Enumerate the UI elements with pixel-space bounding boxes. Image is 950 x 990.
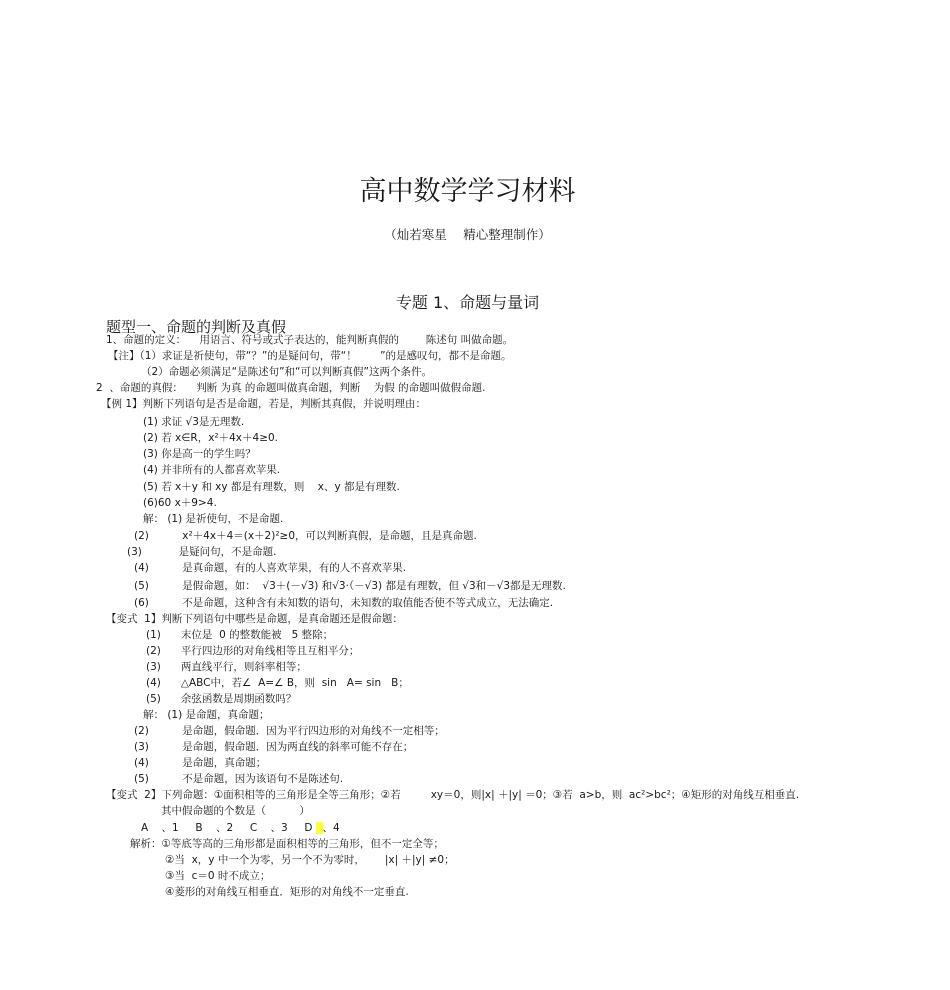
text-line-content: ④菱形的对角线互相垂直．矩形的对角线不一定垂直. <box>165 886 409 898</box>
text-line <box>146 677 409 690</box>
text-line-content: (5) 是假命题，如： √3＋(－√3) 和√3·（－√3) 都是有理数，但 √3和－√3都是无理数. <box>134 580 566 592</box>
text-line <box>161 805 310 818</box>
text-line <box>143 448 256 461</box>
text-line <box>146 645 359 658</box>
text-line <box>134 580 566 593</box>
text-line-content: (2) 平行四边形的对角线相等且互相平分； <box>146 645 360 657</box>
text-line <box>165 870 270 883</box>
document-title: 高中数学学习材料 <box>359 176 576 207</box>
text-line <box>141 366 432 379</box>
text-line <box>134 757 266 770</box>
text-line <box>165 886 409 899</box>
text-line <box>101 398 426 411</box>
text-line <box>134 530 477 543</box>
text-line <box>165 854 455 867</box>
text-line-content: (2) x²＋4x＋4＝(x＋2)²≥0，可以判断真假，是命题，且是真命题. <box>134 530 477 542</box>
text-line-content: (4) △ABC中，若∠ A=∠ B，则 sin A= sin B； <box>146 677 409 689</box>
text-line <box>106 789 799 802</box>
text-line <box>134 741 413 754</box>
text-line-content: (5) 若 x＋y 和 xy 都是有理数，则 x、y 都是有理数. <box>143 481 400 493</box>
text-line-content: 解： (1) 是命题，真命题； <box>143 709 270 721</box>
text-line-content: (2) 若 x∈R，x²＋4x＋4≥0. <box>143 432 279 444</box>
text-line <box>143 513 283 526</box>
text-line-content: (6) 不是命题，这种含有未知数的语句，未知数的取值能否使不等式成立，无法确定. <box>134 597 554 609</box>
section-heading: 题型一、命题的判断及真假 <box>106 318 287 336</box>
text-line-content: (2) 是命题，假命题．因为平行四边形的对角线不一定相等； <box>134 725 445 737</box>
text-line-content: (3) 你是高一的学生吗？ <box>143 448 256 460</box>
text-line <box>143 432 278 445</box>
text-line-content: (1) 末位是 0 的整数能被 5 整除； <box>146 629 334 641</box>
text-line <box>143 481 400 494</box>
text-line-content: (3) 是命题，假命题．因为两直线的斜率可能不存在； <box>134 741 414 753</box>
text-line-content: （2）命题必须满足“是陈述句”和“可以判断真假”这两个条件。 <box>141 366 432 378</box>
text-line <box>146 629 333 642</box>
text-line-content: ③当 c＝0 时不成立； <box>165 870 271 882</box>
document-subtitle: （灿若寒星 精心整理制作） <box>384 227 551 242</box>
text-line <box>130 838 444 851</box>
text-line <box>134 597 553 610</box>
text-line-content: (3) 两直线平行，则斜率相等； <box>146 661 307 673</box>
text-line <box>108 350 512 363</box>
text-line <box>143 497 217 510</box>
text-line <box>146 693 296 706</box>
text-line-content: (5) 余弦函数是周期函数吗？ <box>146 693 297 705</box>
text-line <box>141 822 340 835</box>
text-line-content: 【例 1】判断下列语句是否是命题，若是，判断其真假，并说明理由： <box>101 398 427 410</box>
text-line-content: ②当 x，y 中一个为零，另一个不为零时， |x| ＋|y| ≠0； <box>165 854 455 866</box>
text-line-content: 2 、命题的真假： 判断 为真 的命题叫做真命题，判断 为假 的命题叫做假命题. <box>96 382 486 394</box>
text-line <box>96 382 485 395</box>
text-line <box>143 464 280 477</box>
text-line-content: 1、命题的定义： 用语言、符号或式子表达的，能判断真假的 陈述句 叫做命题。 <box>106 334 514 346</box>
text-line <box>146 661 307 674</box>
text-line-content: (3) 是疑问句，不是命题. <box>127 546 277 558</box>
text-line <box>106 613 403 626</box>
text-line-content: (4) 是真命题，有的人喜欢苹果，有的人不喜欢苹果. <box>134 562 407 574</box>
text-line-content: 解析：①等底等高的三角形都是面积相等的三角形，但不一定全等； <box>130 838 444 850</box>
text-line-content: 解： (1) 是祈使句，不是命题. <box>143 513 284 525</box>
text-line-content: (1) 求证 √3是无理数. <box>143 416 245 428</box>
topic-heading: 专题 1、命题与量词 <box>395 293 540 312</box>
text-line-content: 其中假命题的个数是（ ） <box>161 805 310 817</box>
text-line <box>143 709 270 722</box>
text-line-content: 、4 <box>322 822 340 834</box>
text-line <box>127 546 276 559</box>
text-line <box>106 334 513 347</box>
text-line-content: (4) 是命题，真命题； <box>134 757 267 769</box>
text-line-content: 【变式 2】下列命题：①面积相等的三角形是全等三角形；②若 xy＝0，则|x| ＋|y| ＝0；③若 a>b，则 ac²>bc²；④矩形的对角线互相垂直. <box>106 789 800 801</box>
text-line-content: (5) 不是命题，因为该语句不是陈述句. <box>134 773 344 785</box>
text-line-content: 【注】（1）求证是祈使句，带“？”的是疑问句，带“！ ”的是感叹句，都不是命题。 <box>108 350 512 362</box>
highlight-mark <box>316 822 323 834</box>
text-line <box>134 725 445 738</box>
text-line-content: (6)60 x＋9>4. <box>143 497 217 509</box>
text-line <box>143 416 244 429</box>
text-line-content: 【变式 1】判断下列语句中哪些是命题，是真命题还是假命题： <box>106 613 403 625</box>
text-line <box>134 773 343 786</box>
text-line <box>134 562 406 575</box>
text-line-content: A 、1 B 、2 C 、3 D <box>141 822 316 834</box>
text-line-content: (4) 并非所有的人都喜欢苹果. <box>143 464 281 476</box>
